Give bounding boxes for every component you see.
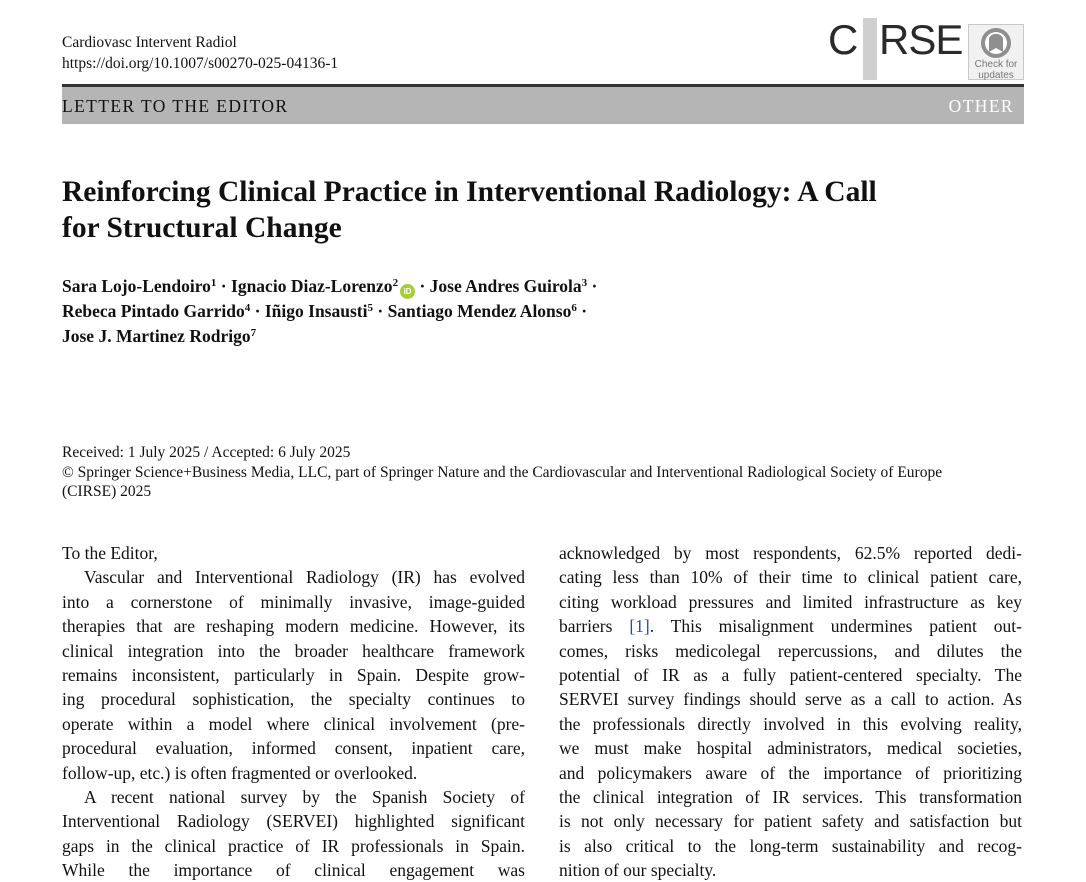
body-line: remains inconsistent, particularly in Spain. Despite grow- (62, 664, 525, 685)
body-line: acknowledged by most respondents, 62.5% reported dedi- (559, 543, 1022, 563)
badge-line-1: Check for (974, 59, 1018, 70)
article-category: OTHER (948, 96, 1014, 116)
body-column-left (62, 541, 525, 882)
author-name[interactable]: Jose J. Martinez Rodrigo (62, 325, 251, 346)
author-name[interactable]: Ignacio Diaz-Lorenzo (231, 276, 393, 296)
author-affiliation: 1 (210, 277, 217, 289)
title-line-2: for Structural Change (62, 212, 342, 244)
author-affiliation: 6 (571, 302, 577, 314)
body-line: nition of our specialty. (559, 860, 717, 881)
copyright-line-1: © Springer Science+Business Media, LLC, part of Springer Nature and the Cardiovascular and Interventional Radiological Society of Europe (62, 463, 943, 481)
author-name[interactable]: Rebeca Pintado Garrido (62, 301, 245, 321)
logo-bar (863, 18, 877, 80)
author-name[interactable]: Santiago Mendez Alonso (387, 301, 572, 321)
body-line: SERVEI survey findings should serve as a call to action. As (559, 689, 1022, 710)
body-line: therapies that are reshaping modern medicine. However, its (62, 616, 525, 637)
body-line: is also critical to the long-term sustainability and recog- (559, 835, 1022, 856)
logo-letter-c: C (828, 16, 859, 63)
received-accepted: Received: 1 July 2025 / Accepted: 6 July 2025 (62, 444, 351, 461)
body-line: we must make hospital administrators, medical societies, (559, 738, 1022, 759)
journal-name: Cardiovasc Intervent Radiol (62, 34, 237, 51)
body-line: into a cornerstone of minimally invasive, image-guided (62, 591, 525, 612)
body-line: operate within a model where clinical involvement (pre- (62, 713, 525, 734)
body-line: follow-up, etc.) is often fragmented or overlooked. (62, 762, 418, 783)
check-for-updates-icon (980, 27, 1012, 59)
author-affiliation: 3 (581, 277, 588, 289)
author-line-1: Sara Lojo-Lendoiro$^1$ · Ignacio Diaz-Lorenzo$^2$iD · Jose Andres Guirola$^3$ · (62, 274, 1022, 299)
body-line: the clinical integration of IR services. This transformation (559, 786, 1022, 807)
reference-link[interactable]: [1] (629, 616, 650, 637)
body-line: Interventional Radiology (SERVEI) highlighted significant (62, 811, 525, 832)
body-text: barriers (559, 616, 630, 637)
body-line: Vascular and Interventional Radiology (IR) has evolved (84, 567, 525, 588)
body-line: comes, risks medicolegal repercussions, and dilutes the (559, 640, 1022, 661)
author-name[interactable]: Iñigo Insausti (264, 301, 368, 321)
logo-letters-rse: RSE (879, 16, 963, 63)
article-title (62, 174, 1022, 246)
body-line: the professionals directly involved in this evolving reality, (559, 713, 1022, 734)
publication-info (62, 443, 1024, 502)
doi-link[interactable]: https://doi.org/10.1007/s00270-025-04136-1 (62, 55, 339, 72)
author-affiliation: 2 (392, 277, 399, 289)
body-line: clinical integration into the broader healthcare framework (62, 640, 525, 661)
journal-header (62, 32, 338, 74)
author-line-2: Rebeca Pintado Garrido$^4$ · Iñigo Insausti$^5$ · Santiago Mendez Alonso$^6$ · (62, 301, 588, 321)
body-line: gaps in the clinical practice of IR professionals in Spain. (62, 835, 525, 856)
author-affiliation: 4 (244, 302, 251, 314)
body-line: cating less than 10% of their time to clinical patient care, (559, 567, 1022, 588)
body-text: . This misalignment undermines patient out- (649, 616, 1022, 637)
author-line-3 (62, 324, 1022, 349)
author-name[interactable]: Jose Andres Guirola (429, 276, 582, 296)
title-line-1: Reinforcing Clinical Practice in Interventional Radiology: A Call (62, 176, 877, 208)
salutation: To the Editor, (62, 543, 158, 563)
article-type: LETTER TO THE EDITOR (62, 96, 289, 116)
article-type-banner (62, 87, 1024, 124)
body-line: citing workload pressures and limited infrastructure as key (559, 591, 1022, 612)
copyright-line-2: (CIRSE) 2025 (62, 483, 152, 500)
badge-line-2: updates (978, 70, 1014, 81)
author-affiliation: 7 (250, 326, 257, 339)
orcid-icon[interactable]: iD (400, 284, 415, 299)
body-line: is not only necessary for patient safety and satisfaction but (559, 811, 1022, 832)
author-name[interactable]: Sara Lojo-Lendoiro (62, 276, 211, 296)
check-for-updates-badge[interactable] (968, 24, 1024, 80)
author-list (62, 274, 1022, 348)
body-line (559, 614, 1022, 638)
body-line: While the importance of clinical engagement was (62, 860, 525, 881)
body-line: potential of IR as a fully patient-centered specialty. The (559, 664, 1022, 685)
cirse-logo[interactable] (828, 16, 963, 82)
body-line: ing procedural sophistication, the specialty continues to (62, 689, 525, 710)
body-line: and policymakers aware of the importance of prioritizing (559, 762, 1022, 783)
author-affiliation: 5 (367, 302, 373, 314)
body-column-right (559, 541, 1022, 882)
body-line: A recent national survey by the Spanish Society of (84, 786, 525, 807)
body-line: procedural evaluation, informed consent, inpatient care, (62, 738, 525, 759)
